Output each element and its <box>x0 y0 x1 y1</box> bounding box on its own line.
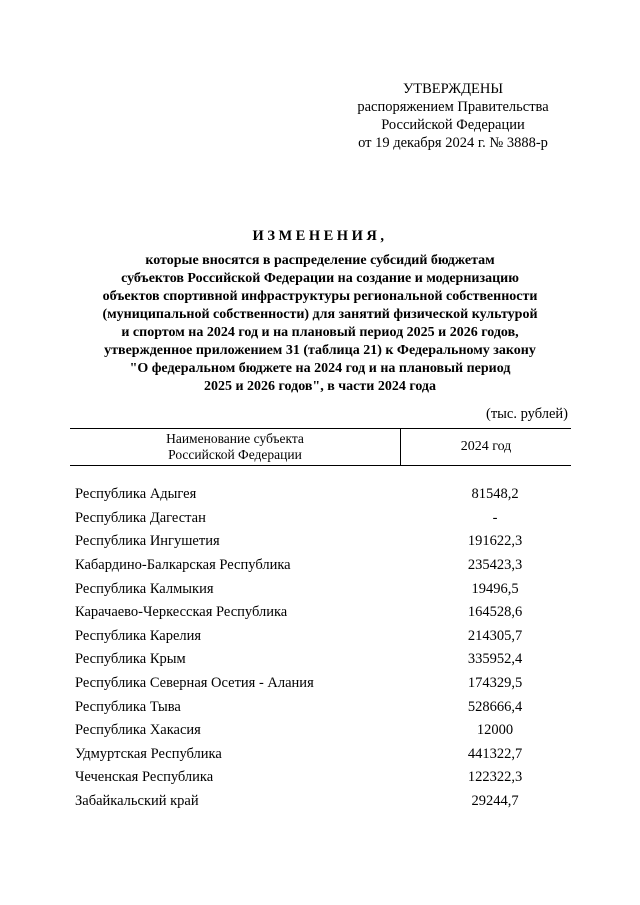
table-row <box>70 672 571 696</box>
row-value: 528666,4 <box>467 698 523 715</box>
row-value: 81548,2 <box>471 486 519 503</box>
row-value: 235423,3 <box>467 557 523 574</box>
row-subject: Республика Ингушетия <box>75 533 220 550</box>
subtitle-line: субъектов Российской Федерации на создание и модернизацию <box>121 271 519 286</box>
row-subject: Карачаево-Черкесская Республика <box>75 604 288 621</box>
subtitle-line: которые вносятся в распределение субсидий бюджетам <box>145 253 495 268</box>
table-row <box>70 790 571 814</box>
row-value: 174329,5 <box>467 675 523 692</box>
row-subject: Республика Адыгея <box>75 486 197 503</box>
table-row <box>70 483 571 507</box>
header-subject-line: Наименование субъекта <box>166 431 304 446</box>
header-subject-line: Российской Федерации <box>168 447 302 462</box>
row-value: - <box>492 509 498 526</box>
table-header <box>70 428 571 466</box>
subtitle-line: (муниципальной собственности) для занятий физической культурой <box>102 307 538 322</box>
document-title: ИЗМЕНЕНИЯ, <box>252 228 388 244</box>
approval-date: от 19 декабря 2024 г. № 3888-р <box>358 135 548 151</box>
table-row <box>70 648 571 672</box>
subtitle-line: "О федеральном бюджете на 2024 год и на плановый период <box>129 361 511 376</box>
row-value: 164528,6 <box>467 604 523 621</box>
table-row <box>70 766 571 790</box>
table-row <box>70 743 571 767</box>
row-subject: Республика Карелия <box>75 627 202 644</box>
table-row <box>70 507 571 531</box>
approval-block <box>338 80 568 152</box>
table-row <box>70 719 571 743</box>
table-row <box>70 601 571 625</box>
row-subject: Республика Хакасия <box>75 722 201 739</box>
table-row <box>70 530 571 554</box>
row-subject: Удмуртская Республика <box>75 745 222 762</box>
subtitle-line: 2025 и 2026 годов", в части 2024 года <box>203 379 437 394</box>
row-value: 214305,7 <box>467 627 523 644</box>
row-subject: Кабардино-Балкарская Республика <box>75 557 291 574</box>
approval-line: Российской Федерации <box>381 117 525 133</box>
subtitle-line: утвержденное приложением 31 (таблица 21) к Федеральному закону <box>104 343 536 358</box>
document-subtitle <box>60 252 580 396</box>
row-subject: Республика Северная Осетия - Алания <box>75 675 314 692</box>
subtitle-line: объектов спортивной инфраструктуры региональной собственности <box>102 289 538 304</box>
table-row <box>70 577 571 601</box>
row-value: 29244,7 <box>471 793 519 810</box>
header-subject-name <box>70 429 401 465</box>
approval-heading: УТВЕРЖДЕНЫ <box>402 81 504 97</box>
table-row <box>70 554 571 578</box>
table-row <box>70 695 571 719</box>
row-value: 19496,5 <box>471 580 519 597</box>
subtitle-line: и спортом на 2024 год и на плановый период 2025 и 2026 годов, <box>121 325 519 340</box>
row-value: 191622,3 <box>467 533 523 550</box>
subsidy-table <box>70 428 571 813</box>
row-subject: Республика Крым <box>75 651 186 668</box>
approval-line: распоряжением Правительства <box>357 99 549 115</box>
row-value: 335952,4 <box>467 651 523 668</box>
table-row <box>70 625 571 649</box>
row-subject: Забайкальский край <box>75 793 199 810</box>
row-subject: Республика Калмыкия <box>75 580 214 597</box>
row-value: 441322,7 <box>467 745 523 762</box>
units-label: (тыс. рублей) <box>486 406 568 422</box>
row-subject: Чеченская Республика <box>75 769 214 786</box>
row-subject: Республика Тыва <box>75 698 181 715</box>
row-subject: Республика Дагестан <box>75 509 206 526</box>
header-year: 2024 год <box>460 439 512 454</box>
row-value: 12000 <box>476 722 514 739</box>
table-body <box>70 466 571 813</box>
row-value: 122322,3 <box>467 769 523 786</box>
